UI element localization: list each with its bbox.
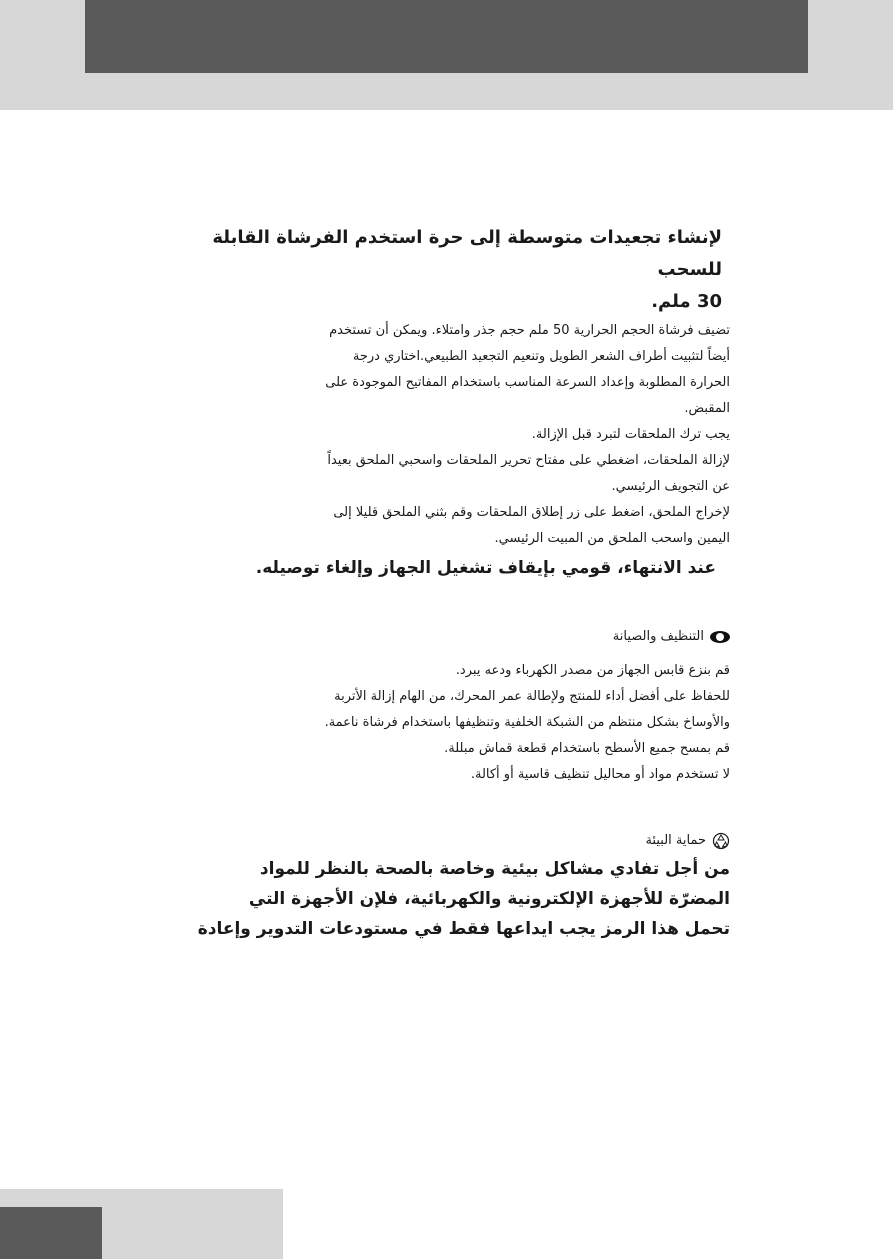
environment-section-title: [150, 828, 730, 854]
cleaning-title-text: التنظيف والصيانة: [612, 629, 704, 644]
body-line: المقبض.: [684, 401, 730, 416]
environment-title-text: حماية البيئة: [645, 833, 706, 848]
header-bar: [85, 0, 808, 73]
cleaning-line: قم بنزع قابس الجهاز من مصدر الكهرباء ودعه يبرد.: [455, 663, 730, 678]
body-line: يجب ترك الملحقات لتبرد قبل الإزالة.: [531, 427, 730, 442]
styling-heading-line2: 30 ملم.: [651, 291, 722, 312]
page-content: [150, 222, 730, 944]
body-line: لإزالة الملحقات، اضغطي على مفتاح تحرير الملحقات واسحبي الملحق بعيداً: [327, 453, 730, 468]
finish-note: عند الانتهاء، قومي بإيقاف تشغيل الجهاز وإلغاء توصيله.: [255, 558, 716, 578]
body-line: الحرارة المطلوبة وإعداد السرعة المناسب باستخدام المفاتيح الموجودة على: [325, 375, 730, 390]
environment-line: المضرّة للأجهزة الإلكترونية والكهربائية، فلإن الأجهزة التي: [248, 889, 730, 909]
eye-icon: [710, 631, 730, 643]
styling-heading-line1: لإنشاء تجعيدات متوسطة إلى حرة استخدم الفرشاة القابلة للسحب: [212, 227, 722, 280]
body-line: تضيف فرشاة الحجم الحرارية 50 ملم حجم جذر وامتلاء. ويمكن أن تستخدم: [329, 323, 730, 338]
cleaning-line: والأوساخ بشكل منتظم من الشبكة الخلفية وتنظيفها باستخدام فرشاة ناعمة.: [324, 715, 730, 730]
body-line: لإخراج الملحق، اضغط على زر إطلاق الملحقات وقم بثني الملحق قليلا إلى: [333, 505, 730, 520]
body-line: أيضاً لتثبيت أطراف الشعر الطويل وتنعيم التجعيد الطبيعي.اختاري درجة: [352, 349, 730, 364]
body-line: اليمين واسحب الملحق من المبيت الرئيسي.: [494, 531, 730, 546]
cleaning-line: للحفاظ على أفضل أداء للمنتج ولإطالة عمر المحرك، من الهام إزالة الأتربة: [334, 689, 730, 704]
cleaning-line: قم بمسح جميع الأسطح باستخدام قطعة قماش مبللة.: [444, 741, 730, 756]
cleaning-section-title: [150, 624, 730, 650]
recycle-icon: [712, 832, 730, 850]
cleaning-line: لا تستخدم مواد أو محاليل تنظيف قاسية أو أكالة.: [470, 767, 730, 782]
body-line: عن التجويف الرئيسي.: [611, 479, 730, 494]
environment-line: تحمل هذا الرمز يجب ايداعها فقط في مستودعات التدوير وإعادة: [197, 919, 730, 939]
environment-line: من أجل تفادي مشاكل بيئية وخاصة بالصحة بالنظر للمواد: [259, 859, 730, 879]
page-tab-block: [0, 1207, 102, 1259]
